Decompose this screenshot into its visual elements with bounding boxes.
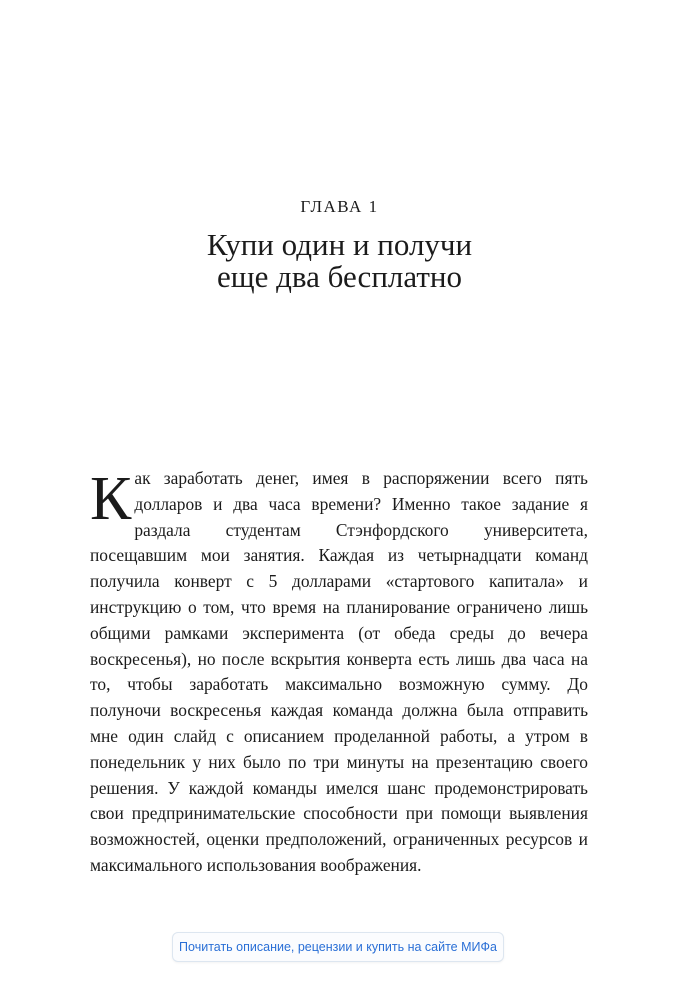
body-text: ак заработать денег, имея в распоряжении всего пять долларов и два часа времени? Именно такое задание я раздала студентам Стэнфордского университета, посещавшим мои занятия. Каждая из четырнадцати команд получила конверт с 5 долларами «стартового капитала» и инструкцию о том, что время на планирование ограничено лишь общими рамками эксперимента (от обеда среды до вечера воскресенья), но после вскрытия конверта есть лишь два часа на то, чтобы заработать максимально возможную сумму. До полуночи воскресенья каждая команда должна была отправить мне один слайд с описанием проделанной работы, а утром в понедельник у них было по три минуты на презентацию своего решения. У каждой команды имелся шанс продемонстрировать свои предпринимательские способности при помощи выявления возможностей, оценки предположений, ограниченных ресурсов и максимального использования воображения.	[90, 468, 588, 875]
body-paragraph	[90, 466, 588, 879]
chapter-label: ГЛАВА 1	[300, 197, 379, 216]
chapter-title-line-2: еще два бесплатно	[217, 259, 462, 294]
drop-cap: К	[90, 465, 132, 533]
chapter-title-line-1: Купи один и получи	[206, 227, 473, 262]
chapter-title	[0, 229, 679, 293]
buy-book-link[interactable]: Почитать описание, рецензии и купить на сайте МИФа	[172, 932, 504, 962]
